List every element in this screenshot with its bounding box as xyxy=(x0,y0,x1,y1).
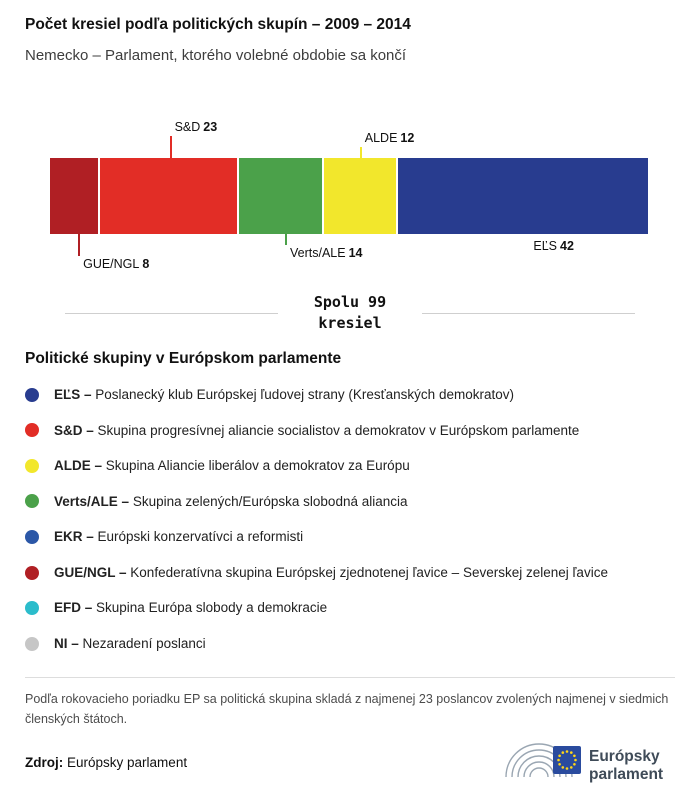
european-parliament-logo xyxy=(495,737,675,787)
legend-list xyxy=(25,377,675,661)
logo-text-line2: parlament xyxy=(589,766,664,784)
legend-item-alde: ALDE – Skupina Aliancie liberálov a demokratov za Európu xyxy=(25,448,675,484)
legend-item-sd: S&D – Skupina progresívnej aliancie socialistov a demokratov v Európskom parlamente xyxy=(25,413,675,449)
group-color-dot xyxy=(25,388,39,402)
bar-segment-alde xyxy=(322,158,396,234)
group-color-dot xyxy=(25,530,39,544)
legend-title: Politické skupiny v Európskom parlamente xyxy=(25,350,342,367)
callout-gue-ngl xyxy=(78,234,149,273)
source-line: Zdroj: Európsky parlament xyxy=(25,754,188,770)
callout-verts-ale-label: Verts/ALE 14 xyxy=(290,246,363,260)
callout-alde-label: ALDE 12 xyxy=(364,131,415,145)
legend-item-ekr: EKR – Európski konzervatívci a reformisti xyxy=(25,519,675,555)
group-color-dot xyxy=(25,601,39,615)
page-subtitle: Nemecko – Parlament, ktorého volebné obdobie sa končí xyxy=(25,47,407,64)
group-color-dot xyxy=(25,423,39,437)
total-seats xyxy=(65,292,635,334)
bar-segment-verts-ale xyxy=(237,158,322,234)
total-rule-right xyxy=(422,313,635,314)
group-color-dot xyxy=(25,566,39,580)
logo-text-line1: Európsky xyxy=(589,748,660,766)
callout-sd-line xyxy=(170,136,172,158)
group-color-dot xyxy=(25,494,39,508)
legend-item-efd: EFD – Skupina Európa slobody a demokracie xyxy=(25,590,675,626)
total-seats-text: Spolu 99 kresiel xyxy=(313,293,387,332)
page-title: Počet kresiel podľa politických skupín – 2009 – 2014 xyxy=(25,16,411,33)
callout-alde-line xyxy=(360,147,362,158)
legend-item-els: EĽS – Poslanecký klub Európskej ľudovej strany (Kresťanských demokratov) xyxy=(25,377,675,413)
seat-bar xyxy=(50,158,648,234)
legend-item-ni: NI – Nezaradení poslanci xyxy=(25,626,675,662)
bar-segment-sd xyxy=(98,158,237,234)
callout-alde xyxy=(360,130,415,158)
legend-item-gue-ngl: GUE/NGL – Konfederatívna skupina Európskej zjednotenej ľavice – Severskej zelenej ľavice xyxy=(25,555,675,591)
callout-sd xyxy=(170,119,218,158)
group-color-dot xyxy=(25,637,39,651)
callout-els xyxy=(528,234,574,255)
legend-item-verts-ale: Verts/ALE – Skupina zelených/Európska slobodná aliancia xyxy=(25,484,675,520)
footnote: Podľa rokovacieho poriadku EP sa politická skupina skladá z najmenej 23 poslancov zvolených najmenej v siedmich členských štátoch. xyxy=(25,692,669,726)
bar-segment-els xyxy=(396,158,648,234)
stacked-bar-chart xyxy=(50,120,648,271)
callout-verts-ale-line xyxy=(285,234,287,245)
callout-els-label: EĽS 42 xyxy=(533,239,574,253)
header xyxy=(0,0,700,64)
legend xyxy=(25,350,675,661)
callout-gue-ngl-label: GUE/NGL 8 xyxy=(83,257,150,271)
callout-verts-ale xyxy=(285,234,363,262)
group-color-dot xyxy=(25,459,39,473)
callout-gue-ngl-line xyxy=(78,234,80,256)
footer-divider xyxy=(25,677,675,678)
footer xyxy=(25,737,675,797)
bar-segment-gue-ngl xyxy=(50,158,98,234)
callout-sd-label: S&D 23 xyxy=(174,120,218,134)
total-rule-left xyxy=(65,313,278,314)
